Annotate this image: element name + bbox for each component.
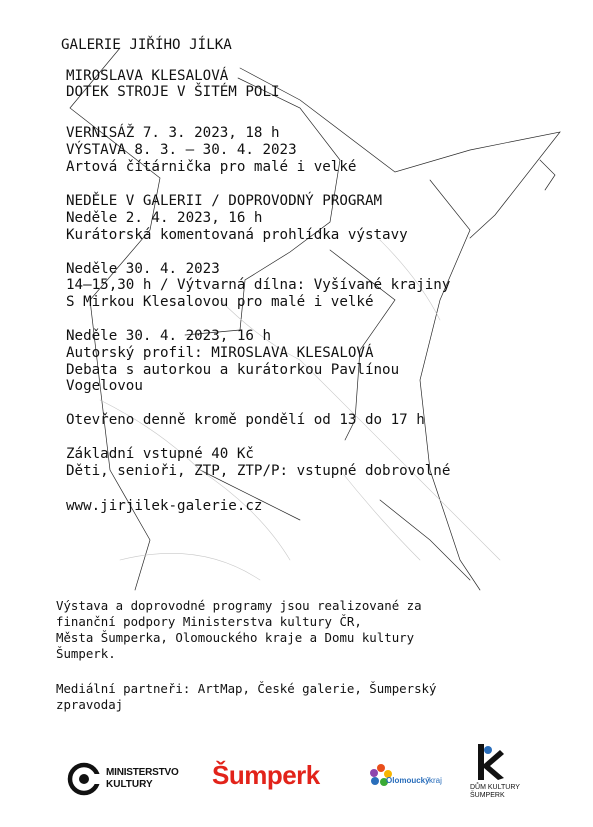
event-3-desc-cont: Vogelovou [66,378,143,394]
partners-line-2: zpravodaj [56,697,124,712]
event-3-desc: Debata s autorkou a kurátorkou Pavlínou [66,362,400,378]
reading-corner-note: Artová čítárnička pro malé i velké [66,159,357,175]
event-1-title: Kurátorská komentovaná prohlídka výstavy [66,227,408,243]
ministry-logo-line2: KULTURY [106,779,153,790]
event-3-date: Neděle 30. 4. 2023, 16 h [66,328,271,344]
support-line-1: Výstava a doprovodné programy jsou realizované za [56,598,422,613]
olomoucky-kraj-logo [368,762,448,792]
support-line-4: Šumperk. [56,646,116,661]
ministry-logo-line1: MINISTERSTVO [106,767,179,778]
dum-kultury-emblem-icon [470,742,510,782]
olomoucky-logo-main: Olomoucký [386,776,430,785]
ministry-emblem-icon [66,761,102,797]
program-heading: NEDĚLE V GALERII / DOPROVODNÝ PROGRAM [66,193,383,209]
event-1-date: Neděle 2. 4. 2023, 16 h [66,210,263,226]
olomoucky-logo-suffix: kraj [429,776,442,785]
artist-name: MIROSLAVA KLESALOVÁ [66,68,229,84]
event-2-time: 14–15,30 h / Výtvarná dílna: Vyšívané krajiny [66,277,451,293]
vernisage-date: VERNISÁŽ 7. 3. 2023, 18 h [66,125,280,141]
ministry-of-culture-logo [66,760,191,798]
admission-reduced: Děti, senioři, ZTP, ZTP/P: vstupné dobrovolné [66,463,451,479]
admission-basic: Základní vstupné 40 Kč [66,446,254,462]
event-2-date: Neděle 30. 4. 2023 [66,261,220,277]
support-line-3: Města Šumperka, Olomouckého kraje a Domu kultury [56,630,415,645]
gallery-name: GALERIE JIŘÍHO JÍLKA [61,37,232,53]
dum-kultury-line2: ŠUMPERK [470,792,505,799]
event-2-title: S Mirkou Klesalovou pro malé i velké [66,294,374,310]
exhibition-dates: VÝSTAVA 8. 3. – 30. 4. 2023 [66,142,297,158]
support-line-2: finanční podpory Ministerstva kultury ČR, [56,614,362,629]
exhibition-title: DOTEK STROJE V ŠITÉM POLI [66,84,280,100]
partners-line-1: Mediální partneři: ArtMap, České galerie, Šumperský [56,681,437,696]
website-link[interactable]: www.jirjilek-galerie.cz [66,498,263,514]
dum-kultury-logo [466,742,536,802]
event-3-title: Autorský profil: MIROSLAVA KLESALOVÁ [66,345,374,361]
sumperk-logo: Šumperk [212,760,320,790]
opening-hours: Otevřeno denně kromě pondělí od 13 do 17 h [66,412,425,428]
dum-kultury-line1: DŮM KULTURY [470,784,520,791]
